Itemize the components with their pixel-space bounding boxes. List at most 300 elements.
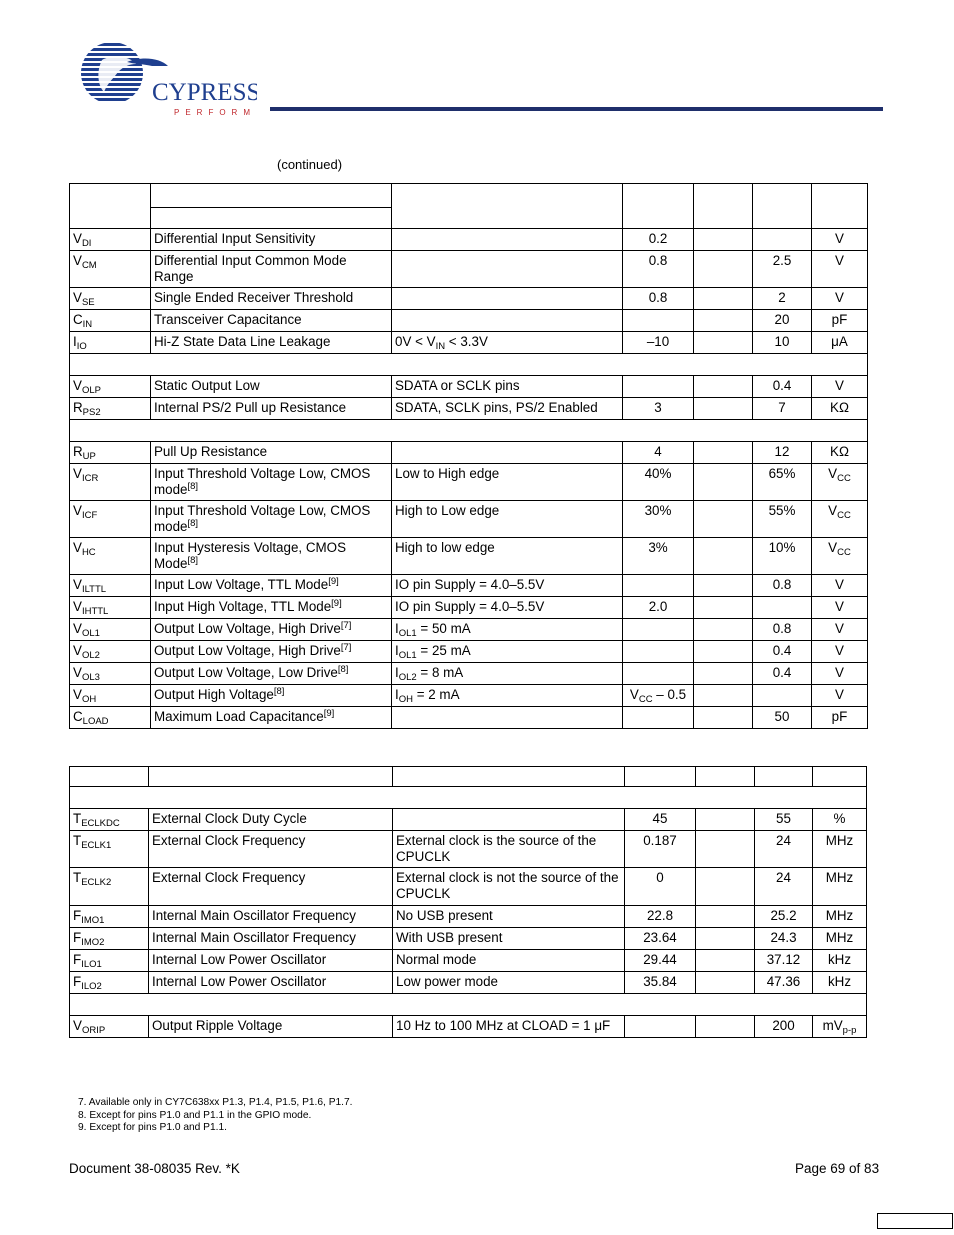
- max-cell: [755, 972, 813, 994]
- parameter-text: Transceiver Capacitance: [154, 312, 302, 327]
- condition-cell: [392, 288, 623, 310]
- footnote-ref: [8]: [187, 517, 199, 529]
- symbol-cell: [70, 332, 151, 354]
- max-cell: [753, 251, 812, 288]
- symbol-cell: [70, 597, 151, 619]
- parameter-text: Single Ended Receiver Threshold: [154, 290, 354, 305]
- min-value: 22.8: [646, 908, 674, 923]
- typ-cell: [694, 288, 753, 310]
- condition-text: SDATA, SCLK pins, PS/2 Enabled: [395, 400, 598, 415]
- typ-cell: [694, 376, 753, 398]
- min-value: 35.84: [643, 974, 677, 989]
- condition-text: External clock is not the source of the CPUCLK: [396, 870, 619, 901]
- max-cell: [753, 685, 812, 707]
- table-row: [70, 663, 868, 685]
- min-cell: [625, 868, 696, 906]
- min-value: 0.187: [643, 833, 677, 848]
- symbol-subscript: ILO1: [81, 959, 102, 970]
- symbol-subscript: OLP: [81, 385, 101, 396]
- min-cell: [623, 707, 694, 729]
- condition-cell: [393, 809, 625, 831]
- min-cell: [623, 538, 694, 575]
- table-row: [70, 332, 868, 354]
- parameter-text: Hi-Z State Data Line Leakage: [154, 334, 331, 349]
- symbol-subscript: LOAD: [82, 716, 109, 727]
- table-row: [70, 597, 868, 619]
- parameter-text: Internal Main Oscillator Frequency: [152, 930, 356, 945]
- condition-cell: [392, 619, 623, 641]
- unit: KΩ: [830, 400, 849, 415]
- min-cell: [623, 619, 694, 641]
- table-row: [70, 501, 868, 538]
- unit: V: [835, 643, 844, 658]
- table-row: [70, 288, 868, 310]
- unit: V: [835, 231, 844, 246]
- parameter-text: Internal Low Power Oscillator: [152, 952, 327, 967]
- section-row: [70, 354, 868, 376]
- description-cell: [151, 641, 392, 663]
- condition-cell: [392, 251, 623, 288]
- symbol: R: [73, 400, 83, 415]
- symbol: R: [73, 444, 83, 459]
- symbol-cell: [70, 685, 151, 707]
- condition-cell: [393, 906, 625, 928]
- description-cell: [149, 809, 393, 831]
- unit-cell: [812, 229, 868, 251]
- symbol-cell: [70, 442, 151, 464]
- symbol-cell: [70, 663, 151, 685]
- section-row: [70, 994, 867, 1016]
- typ-cell: [694, 707, 753, 729]
- description-cell: [151, 501, 392, 538]
- min-value: 0.2: [648, 231, 668, 246]
- condition-cell: [392, 707, 623, 729]
- min-value: 3%: [648, 540, 668, 555]
- max-value: 2.5: [772, 253, 792, 268]
- unit-subscript: CC: [837, 473, 851, 484]
- typ-cell: [694, 398, 753, 420]
- min-value: 0.8: [648, 253, 668, 268]
- max-cell: [753, 501, 812, 538]
- unit-cell: [812, 685, 868, 707]
- symbol: C: [73, 312, 83, 327]
- table-row: [70, 229, 868, 251]
- symbol-cell: [70, 501, 151, 538]
- table-header-row: [70, 767, 867, 787]
- parameter-text: Output Low Voltage, High Drive: [154, 643, 341, 658]
- header-rule: [270, 107, 883, 111]
- unit: V: [835, 665, 844, 680]
- condition-cell: [393, 972, 625, 994]
- max-cell: [755, 950, 813, 972]
- table-row: [70, 868, 867, 906]
- condition-text: SDATA or SCLK pins: [395, 378, 520, 393]
- typ-cell: [694, 501, 753, 538]
- table-row: [70, 641, 868, 663]
- condition-cell: [392, 464, 623, 501]
- min-value: V: [629, 687, 639, 702]
- min-cell: [623, 442, 694, 464]
- min-value: 2.0: [648, 599, 668, 614]
- unit-cell: [813, 831, 867, 868]
- symbol-subscript: OL3: [81, 672, 100, 683]
- min-cell: [623, 310, 694, 332]
- max-cell: [753, 597, 812, 619]
- unit: V: [835, 577, 844, 592]
- min-cell: [625, 972, 696, 994]
- max-value: 12: [774, 444, 790, 459]
- typ-cell: [694, 597, 753, 619]
- symbol-subscript: IMO1: [81, 915, 105, 926]
- typ-cell: [694, 251, 753, 288]
- page-number: Page 69 of 83: [795, 1161, 880, 1176]
- max-value: 0.4: [772, 643, 792, 658]
- typ-cell: [694, 229, 753, 251]
- condition-cell: [393, 868, 625, 906]
- min-subscript: CC: [638, 694, 653, 705]
- condition-cell: [392, 310, 623, 332]
- condition-text: High to low edge: [395, 540, 495, 555]
- unit: MHz: [825, 930, 854, 945]
- min-cell: [623, 332, 694, 354]
- min-value: 45: [652, 811, 668, 826]
- typ-cell: [694, 538, 753, 575]
- parameter-text: Internal PS/2 Pull up Resistance: [154, 400, 347, 415]
- typ-cell: [694, 685, 753, 707]
- footnote-ref: [7]: [340, 642, 352, 653]
- condition-text: External clock is the source of the CPUCLK: [396, 833, 597, 864]
- typ-cell: [694, 442, 753, 464]
- min-value: 3: [654, 400, 662, 415]
- symbol-cell: [70, 619, 151, 641]
- unit-cell: [812, 501, 868, 538]
- unit-cell: [812, 332, 868, 354]
- symbol-cell: [70, 809, 149, 831]
- min-cell: [623, 229, 694, 251]
- table-header-row: [70, 184, 868, 208]
- symbol-cell: [70, 376, 151, 398]
- unit: V: [835, 621, 844, 636]
- max-cell: [753, 707, 812, 729]
- unit: MHz: [825, 908, 854, 923]
- min-value: 0.8: [648, 290, 668, 305]
- description-cell: [149, 1016, 393, 1038]
- unit-cell: [812, 663, 868, 685]
- unit-cell: [812, 442, 868, 464]
- max-value: 7: [778, 400, 786, 415]
- description-cell: [149, 831, 393, 868]
- min-value: – 0.5: [652, 687, 687, 702]
- symbol-subscript: ECLKDC: [81, 818, 120, 829]
- unit-cell: [812, 398, 868, 420]
- symbol-cell: [70, 229, 151, 251]
- condition-cell: [392, 663, 623, 685]
- parameter-text: Input High Voltage, TTL Mode: [154, 599, 332, 614]
- min-cell: [623, 641, 694, 663]
- symbol: V: [73, 290, 82, 305]
- condition-subscript: IN: [435, 341, 446, 352]
- max-cell: [755, 809, 813, 831]
- unit: kHz: [827, 952, 852, 967]
- table-row: [70, 707, 868, 729]
- symbol-cell: [70, 831, 149, 868]
- unit-subscript: p-p: [842, 1025, 857, 1036]
- description-cell: [151, 332, 392, 354]
- ac-characteristics-table: [69, 766, 867, 1038]
- cypress-logo: [72, 42, 257, 120]
- min-value: 0: [656, 870, 664, 885]
- unit: mV: [822, 1018, 843, 1033]
- typ-cell: [694, 641, 753, 663]
- condition-cell: [393, 950, 625, 972]
- unit-cell: [813, 972, 867, 994]
- max-cell: [753, 229, 812, 251]
- condition-cell: [392, 398, 623, 420]
- symbol-cell: [70, 928, 149, 950]
- parameter-text: External Clock Frequency: [152, 833, 306, 848]
- unit: V: [835, 290, 844, 305]
- unit: pF: [831, 709, 848, 724]
- symbol: V: [73, 621, 82, 636]
- table-row: [70, 376, 868, 398]
- condition-cell: [392, 575, 623, 597]
- symbol: V: [73, 540, 82, 555]
- document-number: Document 38-08035 Rev. *K: [69, 1161, 240, 1176]
- max-value: 0.8: [772, 577, 792, 592]
- symbol: V: [73, 466, 82, 481]
- parameter-text: Output Ripple Voltage: [152, 1018, 283, 1033]
- max-cell: [753, 376, 812, 398]
- min-cell: [625, 906, 696, 928]
- min-cell: [623, 288, 694, 310]
- symbol-cell: [70, 868, 149, 906]
- unit: V: [835, 253, 844, 268]
- condition-cell: [392, 229, 623, 251]
- symbol: V: [73, 687, 82, 702]
- symbol-subscript: IHTTL: [81, 606, 109, 617]
- description-cell: [151, 619, 392, 641]
- description-cell: [149, 972, 393, 994]
- symbol-cell: [70, 906, 149, 928]
- footnote-7: 7. Available only in CY7C638xx P1.3, P1.4, P1.5, P1.6, P1.7.: [78, 1097, 353, 1108]
- min-cell: [623, 398, 694, 420]
- unit-cell: [813, 906, 867, 928]
- condition-subscript: OL1: [398, 628, 417, 639]
- max-value: 65%: [768, 466, 796, 481]
- symbol: V: [73, 577, 82, 592]
- unit-cell: [812, 464, 868, 501]
- max-cell: [753, 619, 812, 641]
- max-value: 10%: [768, 540, 796, 555]
- unit-cell: [812, 641, 868, 663]
- max-cell: [753, 398, 812, 420]
- min-value: 4: [654, 444, 662, 459]
- table-row: [70, 831, 867, 868]
- condition-cell: [392, 685, 623, 707]
- symbol-cell: [70, 464, 151, 501]
- footnote-ref: [8]: [187, 480, 199, 492]
- description-cell: [151, 685, 392, 707]
- max-cell: [753, 442, 812, 464]
- symbol: V: [73, 503, 82, 518]
- unit: MHz: [825, 870, 854, 885]
- symbol-subscript: SE: [81, 297, 95, 308]
- max-value: 25.2: [770, 908, 797, 923]
- unit-cell: [812, 251, 868, 288]
- description-cell: [151, 251, 392, 288]
- symbol-subscript: UP: [82, 451, 96, 462]
- description-cell: [151, 442, 392, 464]
- unit-cell: [812, 575, 868, 597]
- symbol: F: [73, 930, 82, 945]
- typ-cell: [696, 972, 755, 994]
- parameter-text: Internal Low Power Oscillator: [152, 974, 327, 989]
- description-cell: [151, 707, 392, 729]
- max-cell: [755, 831, 813, 868]
- parameter-text: Maximum Load Capacitance: [154, 709, 324, 724]
- description-cell: [151, 229, 392, 251]
- unit: MHz: [825, 833, 854, 848]
- table-row: [70, 538, 868, 575]
- min-value: 40%: [644, 466, 672, 481]
- description-cell: [149, 906, 393, 928]
- condition-cell: [392, 597, 623, 619]
- condition-cell: [392, 442, 623, 464]
- symbol: I: [73, 334, 77, 349]
- max-cell: [753, 464, 812, 501]
- footnote-ref: [7]: [340, 620, 352, 631]
- condition-text: I: [395, 621, 399, 636]
- parameter-text: Input Low Voltage, TTL Mode: [154, 577, 329, 592]
- unit-subscript: CC: [837, 547, 851, 558]
- footnotes: [78, 1097, 352, 1135]
- symbol-cell: [70, 950, 149, 972]
- condition-text: = 50 mA: [416, 621, 471, 636]
- typ-cell: [696, 831, 755, 868]
- condition-cell: [392, 641, 623, 663]
- symbol-cell: [70, 641, 151, 663]
- unit-cell: [813, 950, 867, 972]
- symbol-subscript: PS2: [82, 407, 101, 418]
- svg-text:CYPRESS: CYPRESS: [152, 79, 257, 106]
- min-value: 30%: [644, 503, 672, 518]
- symbol: V: [73, 231, 82, 246]
- max-value: 24: [776, 870, 791, 885]
- unit-cell: [812, 310, 868, 332]
- condition-text: 0V < V: [395, 334, 436, 349]
- unit: μA: [831, 334, 848, 349]
- symbol-subscript: ORIP: [81, 1025, 106, 1036]
- table-row: [70, 928, 867, 950]
- cypress-globe-icon: [72, 42, 257, 120]
- symbol-cell: [70, 538, 151, 575]
- condition-subscript: OL1: [398, 650, 417, 661]
- condition-text: Low power mode: [396, 974, 498, 989]
- unit-cell: [813, 1016, 867, 1038]
- section-row: [70, 420, 868, 442]
- max-cell: [753, 575, 812, 597]
- symbol-cell: [70, 251, 151, 288]
- min-cell: [623, 597, 694, 619]
- footnote-ref: [8]: [337, 664, 349, 675]
- max-value: 55: [776, 811, 791, 826]
- condition-subscript: OL2: [398, 672, 417, 683]
- unit: V: [828, 540, 838, 555]
- table-row: [70, 251, 868, 288]
- description-cell: [151, 376, 392, 398]
- parameter-text: Differential Input Sensitivity: [154, 231, 316, 246]
- symbol-subscript: ILO2: [81, 981, 102, 992]
- max-cell: [755, 906, 813, 928]
- condition-text: Normal mode: [396, 952, 477, 967]
- unit: V: [835, 599, 844, 614]
- description-cell: [151, 575, 392, 597]
- symbol: V: [73, 599, 82, 614]
- max-cell: [755, 928, 813, 950]
- symbol: C: [73, 709, 83, 724]
- condition-text: = 8 mA: [416, 665, 464, 680]
- typ-cell: [696, 868, 755, 906]
- description-cell: [149, 950, 393, 972]
- parameter-text: Input Threshold Voltage Low, CMOS mode: [154, 466, 371, 497]
- condition-text: I: [395, 665, 399, 680]
- symbol-subscript: ECLK1: [81, 840, 112, 851]
- table-row: [70, 575, 868, 597]
- unit-cell: [812, 376, 868, 398]
- max-value: 200: [772, 1018, 795, 1033]
- max-value: 37.12: [766, 952, 801, 967]
- parameter-text: Static Output Low: [154, 378, 260, 393]
- parameter-text: Internal Main Oscillator Frequency: [152, 908, 356, 923]
- condition-cell: [392, 376, 623, 398]
- table-row: [70, 619, 868, 641]
- typ-cell: [694, 575, 753, 597]
- condition-text: = 25 mA: [416, 643, 471, 658]
- unit-cell: [812, 597, 868, 619]
- max-cell: [753, 288, 812, 310]
- description-cell: [151, 538, 392, 575]
- typ-cell: [694, 464, 753, 501]
- parameter-text: External Clock Duty Cycle: [152, 811, 307, 826]
- min-cell: [623, 685, 694, 707]
- description-cell: [151, 663, 392, 685]
- unit: V: [835, 687, 844, 702]
- typ-cell: [696, 950, 755, 972]
- min-cell: [623, 501, 694, 538]
- max-value: 0.4: [772, 665, 792, 680]
- symbol: V: [73, 643, 82, 658]
- table-row: [70, 442, 868, 464]
- min-cell: [625, 950, 696, 972]
- parameter-text: Output Low Voltage, Low Drive: [154, 665, 338, 680]
- unit-cell: [812, 288, 868, 310]
- symbol-cell: [70, 972, 149, 994]
- table-row: [70, 972, 867, 994]
- symbol-subscript: OH: [81, 694, 97, 705]
- max-cell: [753, 538, 812, 575]
- max-cell: [753, 641, 812, 663]
- condition-cell: [393, 831, 625, 868]
- min-value: 29.44: [643, 952, 677, 967]
- condition-text: I: [395, 687, 399, 702]
- unit: V: [828, 503, 838, 518]
- footnote-ref: [9]: [323, 708, 335, 719]
- max-cell: [753, 332, 812, 354]
- symbol-cell: [70, 1016, 149, 1038]
- unit: V: [828, 466, 838, 481]
- table-row: [70, 464, 868, 501]
- symbol-subscript: IN: [82, 319, 93, 330]
